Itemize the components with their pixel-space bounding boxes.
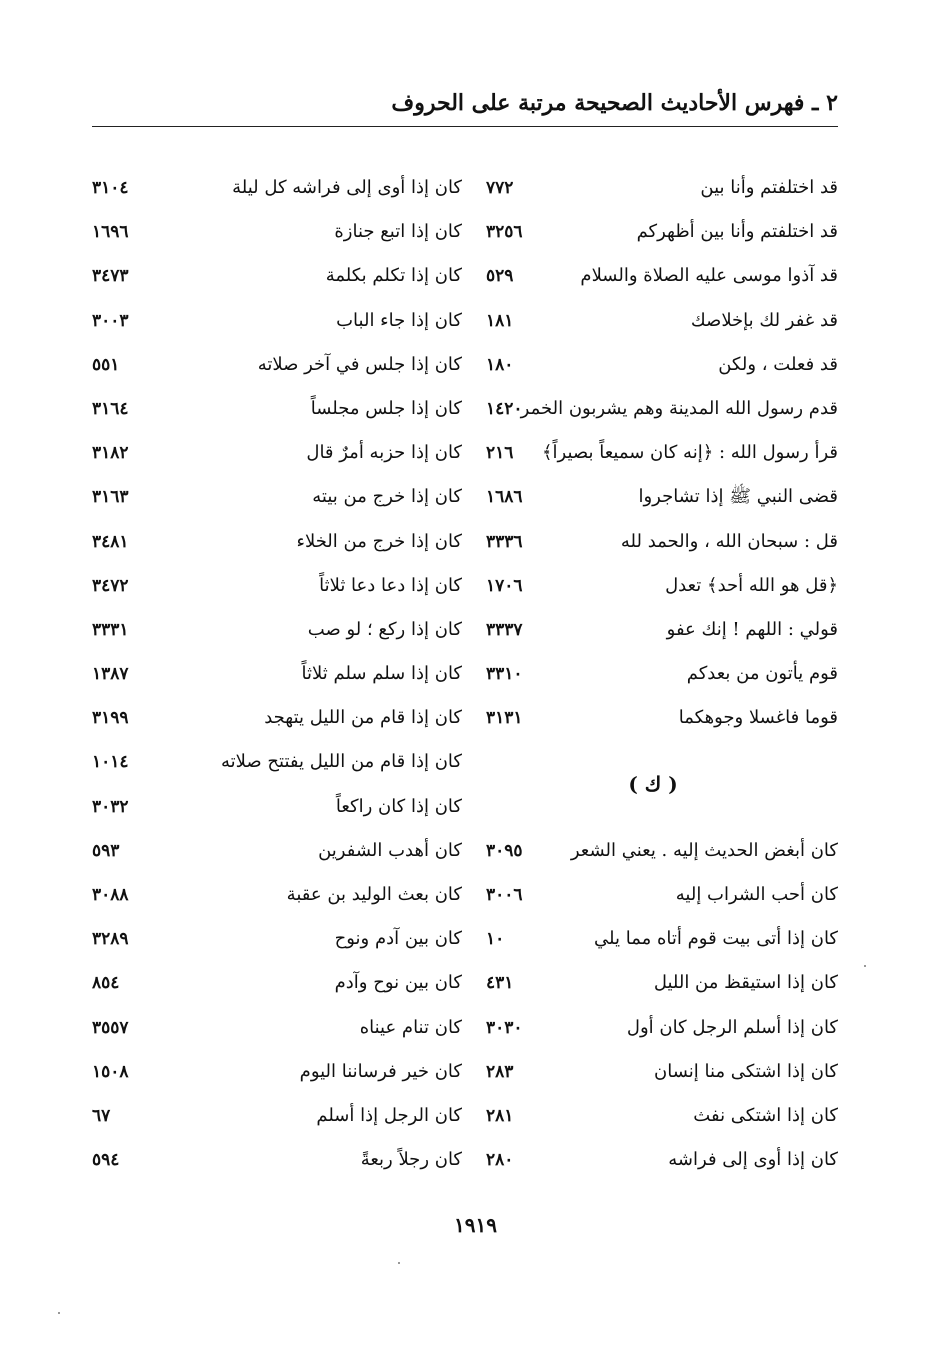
index-entry: [468, 1006, 838, 1050]
index-entry: [92, 740, 462, 784]
entry-hadith-number: ٣٢٥٦: [486, 222, 523, 243]
index-entry: [92, 785, 462, 829]
entry-hadith-number: ٥٩٤: [92, 1150, 120, 1171]
entry-text: قضى النبي ﷺ إذا تشاجروا: [638, 486, 838, 508]
index-entry: [468, 829, 838, 873]
section-heading-kaf: ( ك ): [628, 772, 678, 797]
entry-hadith-number: ٣١٠٤: [92, 178, 129, 198]
index-entry: [468, 1050, 838, 1094]
entry-hadith-number: ١٦٩٦: [92, 222, 129, 243]
entry-text: قد اختلفتم وأنا بين: [700, 177, 838, 198]
entry-hadith-number: ١٦٨٦: [486, 487, 523, 508]
entry-text: كان أبغض الحديث إليه . يعني الشعر: [570, 839, 838, 861]
entry-text: كان إذا تكلم بكلمة: [325, 265, 462, 287]
index-entry: [92, 166, 462, 210]
entry-hadith-number: ٨٥٤: [92, 973, 120, 994]
entry-hadith-number: ٣٤٧٣: [92, 266, 129, 287]
entry-hadith-number: ٢٨٣: [486, 1061, 514, 1082]
header-divider: [92, 126, 838, 127]
entry-text: كان إذا اشتكى منا إنسان: [654, 1060, 838, 1082]
right-entries-before-section: [468, 166, 838, 740]
entry-text: قد فعلت ، ولكن: [718, 353, 838, 375]
entry-text: كان إذا جلس مجلساً: [310, 397, 462, 419]
entry-text: كان إذا قام من الليل يفتتح صلاته: [221, 751, 462, 773]
right-entries-after-section: [468, 829, 838, 1183]
entry-hadith-number: ٣٠٠٦: [486, 885, 523, 906]
entry-text: كان إذا دعا دعا ثلاثاً: [319, 574, 462, 596]
scan-speck: [864, 965, 866, 967]
entry-text: ﴿قل هو الله أحد﴾ تعدل: [665, 574, 838, 596]
index-entry: [468, 254, 838, 298]
index-entry: [92, 1050, 462, 1094]
entry-text: كان بين آدم ونوح: [334, 928, 462, 950]
entry-text: كان إذا استيقظ من الليل: [653, 972, 838, 994]
entry-text: قرأ رسول الله : ﴿إنه كان سميعاً بصيراً﴾: [542, 442, 838, 464]
entry-hadith-number: ٣٠٣٢: [92, 796, 129, 817]
entry-hadith-number: ٣٠٨٨: [92, 885, 129, 905]
entry-text: كان إذا ركع ؛ لو صب: [307, 618, 462, 640]
index-entry: [92, 564, 462, 608]
index-entry: [468, 387, 838, 431]
index-entry: [468, 608, 838, 652]
entry-text: كان الرجل إذا أسلم: [316, 1104, 462, 1126]
entry-text: كان إذا أوى إلى فراشه: [668, 1149, 838, 1171]
index-entry: [92, 1138, 462, 1182]
scan-speck: [398, 1262, 400, 1264]
entry-text: كان إذا جلس في آخر صلاته: [257, 353, 462, 375]
entry-text: كان إذا سلم سلم ثلاثاً: [301, 663, 462, 685]
entry-hadith-number: ٥٢٩: [486, 266, 514, 287]
index-entry: [468, 166, 838, 210]
entry-text: كان إذا خرج من الخلاء: [296, 530, 462, 552]
entry-text: قد اختلفتم وأنا بين أظهركم: [636, 221, 838, 243]
entry-hadith-number: ٧٧٢: [486, 178, 514, 198]
entry-text: كان إذا كان راكعاً: [335, 795, 462, 817]
entry-hadith-number: ٣٥٥٧: [92, 1017, 129, 1038]
index-entry: [92, 343, 462, 387]
entry-text: كان إذا اشتكى نفث: [693, 1104, 838, 1126]
entry-hadith-number: ٣١٨٢: [92, 443, 129, 464]
entry-text: كان إذا اتبع جنازة: [334, 221, 462, 243]
index-entry: [468, 961, 838, 1005]
entry-text: كان بين نوح وآدم: [334, 972, 462, 994]
index-entry: [468, 520, 838, 564]
entry-hadith-number: ٣٤٨١: [92, 531, 129, 552]
entry-hadith-number: ١٨٠: [486, 354, 514, 375]
index-entry: [468, 1094, 838, 1138]
index-entry: [468, 299, 838, 343]
index-entry: [92, 387, 462, 431]
entry-hadith-number: ١٤٢٠: [486, 398, 523, 419]
index-entry: [92, 829, 462, 873]
entry-hadith-number: ١٠١٤: [92, 752, 129, 773]
entry-hadith-number: ٣١٩٩: [92, 708, 129, 729]
index-entry: [92, 520, 462, 564]
entry-hadith-number: ٦٧: [92, 1105, 111, 1126]
index-entry: [468, 210, 838, 254]
entry-hadith-number: ٤٣١: [486, 973, 514, 994]
index-column-left: [92, 166, 462, 1182]
entry-hadith-number: ١٧٠٦: [486, 575, 523, 596]
entry-hadith-number: ٣٠٠٣: [92, 310, 129, 331]
entry-text: كان تنام عيناه: [359, 1016, 462, 1038]
index-entry: [92, 873, 462, 917]
entry-text: كان إذا أوى إلى فراشه كل ليلة: [232, 177, 462, 198]
index-entry: [92, 299, 462, 343]
index-entry: [468, 873, 838, 917]
entry-text: كان إذا قام من الليل يتهجد: [264, 707, 462, 729]
entry-hadith-number: ٣٣٣١: [92, 619, 129, 640]
entry-hadith-number: ١٥٠٨: [92, 1061, 129, 1082]
index-entry: [468, 343, 838, 387]
entry-hadith-number: ٣١٣١: [486, 708, 523, 729]
entry-text: كان إذا خرج من بيته: [312, 486, 462, 508]
entry-text: كان إذا حزبه أمرٌ قال: [306, 442, 462, 464]
entry-hadith-number: ٣٤٧٢: [92, 575, 129, 596]
entry-text: كان إذا جاء الباب: [336, 309, 462, 331]
index-entry: [468, 564, 838, 608]
index-entry: [92, 254, 462, 298]
index-entry: [92, 608, 462, 652]
entry-text: قولي : اللهم ! إنك عفو: [666, 618, 838, 640]
index-entry: [92, 210, 462, 254]
entry-text: قوما فاغسلا وجوهكما: [678, 707, 838, 729]
scan-speck: [58, 1312, 60, 1314]
entry-text: قد آذوا موسى عليه الصلاة والسلام: [580, 265, 838, 287]
entry-text: قد غفر لك بإخلاصك: [690, 309, 838, 331]
entry-hadith-number: ٥٩٣: [92, 840, 120, 861]
index-entry: [468, 652, 838, 696]
entry-hadith-number: ١٣٨٧: [92, 664, 129, 685]
index-entry: [468, 1138, 838, 1182]
index-entry: [92, 652, 462, 696]
entry-text: كان أهدب الشفرين: [318, 839, 462, 861]
entry-text: كان أحب الشراب إليه: [675, 884, 838, 906]
entry-text: كان إذا أسلم الرجل كان أول: [626, 1016, 838, 1038]
entry-hadith-number: ٣٠٣٠: [486, 1017, 523, 1038]
entry-hadith-number: ٢٨٠: [486, 1150, 514, 1171]
entry-hadith-number: ٣١٦٣: [92, 487, 129, 508]
index-entry: [92, 431, 462, 475]
entry-text: قوم يأتون من بعدكم: [686, 663, 838, 685]
index-entry: [468, 475, 838, 519]
entry-text: قدم رسول الله المدينة وهم يشربون الخمر: [520, 397, 838, 419]
index-entry: [92, 475, 462, 519]
index-entry: [468, 431, 838, 475]
entry-text: كان رجلاً ربعةً: [360, 1149, 462, 1171]
entry-text: كان بعث الوليد بن عقبة: [286, 884, 462, 905]
entry-hadith-number: ٣٢٨٩: [92, 929, 129, 950]
entry-hadith-number: ٣٣١٠: [486, 664, 523, 685]
index-entry: [468, 917, 838, 961]
entry-text: كان خير فرساننا اليوم: [299, 1060, 462, 1082]
entry-hadith-number: ٥٥١: [92, 354, 120, 375]
entry-hadith-number: ٣٠٩٥: [486, 840, 523, 861]
page-header-title: ٢ ـ فهرس الأحاديث الصحيحة مرتبة على الحروف: [391, 90, 838, 116]
entry-hadith-number: ٣٣٣٧: [486, 619, 523, 640]
index-entry: [92, 961, 462, 1005]
index-column-right: [468, 166, 838, 1182]
entry-text: كان إذا أتى بيت قوم أتاه مما يلي: [594, 928, 838, 950]
entry-hadith-number: ٣٣٣٦: [486, 531, 523, 552]
index-entry: [92, 1006, 462, 1050]
index-entry: [92, 696, 462, 740]
page-number: ١٩١٩: [454, 1213, 497, 1237]
index-entry: [92, 917, 462, 961]
entry-hadith-number: ١٨١: [486, 310, 514, 331]
entry-hadith-number: ٣١٦٤: [92, 398, 129, 419]
index-entry: [92, 1094, 462, 1138]
entry-hadith-number: ٢١٦: [486, 443, 514, 464]
entry-text: قل : سبحان الله ، والحمد لله: [620, 530, 838, 552]
index-entry: [468, 696, 838, 740]
entry-hadith-number: ١٠: [486, 929, 505, 950]
entry-hadith-number: ٢٨١: [486, 1105, 514, 1126]
